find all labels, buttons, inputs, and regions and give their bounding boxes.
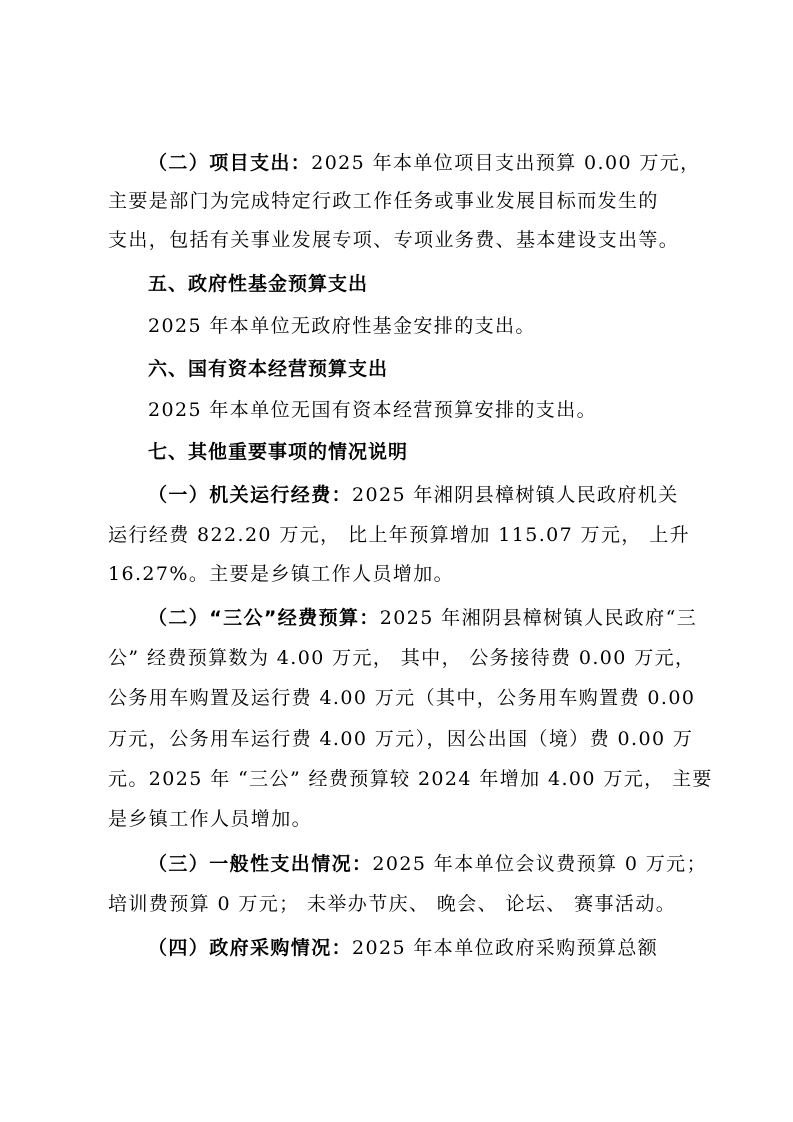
paragraph-government-fund: 2025 年本单位无政府性基金安排的支出。 <box>148 315 536 337</box>
paragraph-general-expenditure-line-1 <box>148 851 707 878</box>
paragraph-general-expenditure-line-2: 培训费预算 0 万元； 未举办节庆、 晚会、 论坛、 赛事活动。 <box>108 893 677 915</box>
heading-other-matters: 七、其他重要事项的情况说明 <box>148 441 409 463</box>
paragraph-lead: （四）政府采购情况： <box>148 937 353 959</box>
paragraph-text: 2025 年本单位项目支出预算 0.00 万元， <box>311 152 701 174</box>
paragraph-state-capital: 2025 年本单位无国有资本经营预算安排的支出。 <box>148 399 597 421</box>
paragraph-lead: （二）“三公”经费预算： <box>148 607 380 629</box>
paragraph-project-expenditure-line-3: 支出，包括有关事业发展专项、专项业务费、基本建设支出等。 <box>108 229 680 251</box>
paragraph-three-public-line-5: 元。2025 年 “三公” 经费预算较 2024 年增加 4.00 万元， 主要 <box>108 768 713 790</box>
paragraph-lead: （三）一般性支出情况： <box>148 853 373 875</box>
paragraph-procurement-line-1 <box>148 935 688 962</box>
paragraph-project-expenditure-line-1 <box>148 150 701 177</box>
paragraph-three-public-line-6: 是乡镇工作人员增加。 <box>108 808 313 830</box>
paragraph-text: 2025 年本单位政府采购预算总额 <box>352 937 659 959</box>
paragraph-lead: （一）机关运行经费： <box>148 484 353 506</box>
paragraph-three-public-line-1 <box>148 605 698 632</box>
heading-government-fund: 五、政府性基金预算支出 <box>148 273 369 295</box>
paragraph-operating-funds-line-3: 16.27%。主要是乡镇工作人员增加。 <box>108 563 455 585</box>
paragraph-operating-funds-line-1 <box>148 482 688 509</box>
paragraph-three-public-line-3: 公务用车购置及运行费 4.00 万元（其中，公务用车购置费 0.00 <box>108 687 696 709</box>
paragraph-three-public-line-2: 公” 经费预算数为 4.00 万元， 其中， 公务接待费 0.00 万元， <box>108 647 696 669</box>
paragraph-project-expenditure-line-2: 主要是部门为完成特定行政工作任务或事业发展目标而发生的 <box>108 190 659 212</box>
paragraph-text: 2025 年本单位会议费预算 0 万元； <box>372 853 707 875</box>
paragraph-text: 2025 年湘阴县樟树镇人民政府“三 <box>379 607 698 629</box>
heading-state-capital: 六、国有资本经营预算支出 <box>148 358 389 380</box>
paragraph-lead: （二）项目支出： <box>148 152 312 174</box>
paragraph-three-public-line-4: 万元，公务用车运行费 4.00 万元），因公出国（境）费 0.00 万 <box>108 728 694 750</box>
paragraph-text: 2025 年湘阴县樟树镇人民政府机关 <box>352 484 679 506</box>
paragraph-operating-funds-line-2: 运行经费 822.20 万元， 比上年预算增加 115.07 万元， 上升 <box>108 524 691 546</box>
